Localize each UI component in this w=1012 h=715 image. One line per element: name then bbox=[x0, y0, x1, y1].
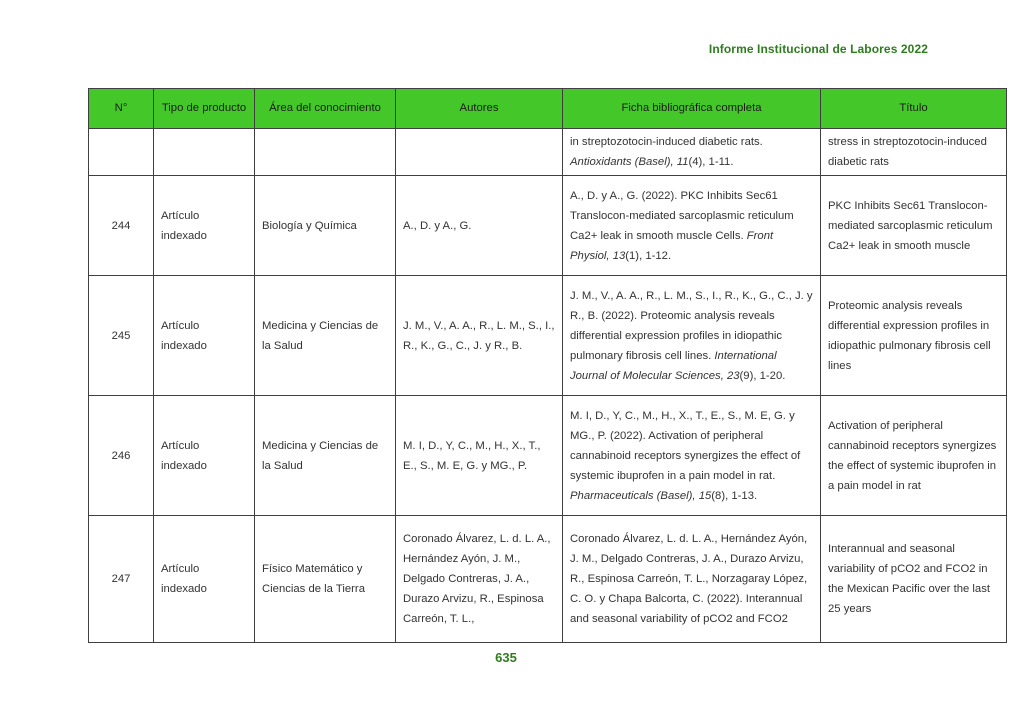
cell-tipo: Artículo indexado bbox=[154, 276, 255, 396]
cell-titulo: Interannual and seasonal variability of pCO2 and FCO2 in the Mexican Pacific over the last 25 years bbox=[821, 516, 1007, 643]
report-title: Informe Institucional de Labores 2022 bbox=[708, 42, 928, 56]
citation-italic-segment: Pharmaceuticals (Basel), 15 bbox=[570, 489, 712, 502]
cell-tipo: Artículo indexado bbox=[154, 396, 255, 516]
table-row bbox=[89, 129, 1007, 176]
page-number: 635 bbox=[495, 650, 517, 665]
column-header-tipo: Tipo de producto bbox=[154, 89, 255, 129]
cell-area bbox=[255, 129, 396, 176]
citation-text-segment: (9), 1-20. bbox=[739, 369, 786, 382]
cell-num: 247 bbox=[89, 516, 154, 643]
table-row bbox=[89, 276, 1007, 396]
citation-text-segment: (8), 1-13. bbox=[711, 489, 758, 502]
citation-text-segment: J. M., V., A. A., R., L. M., S., I., R., K., G., C., J. y R., B. (2022). Proteomic analysis reveals differential expression profiles in idiopathic pulmonary fibrosis cell lines. bbox=[570, 289, 813, 362]
cell-num: 246 bbox=[89, 396, 154, 516]
cell-autores: Coronado Álvarez, L. d. L. A., Hernández Ayón, J. M., Delgado Contreras, J. A., Durazo Arvizu, R., Espinosa Carreón, T. L., bbox=[396, 516, 563, 643]
table-body bbox=[89, 129, 1007, 643]
table-row bbox=[89, 176, 1007, 276]
citation-italic-segment: Front Physiol, 13 bbox=[570, 229, 774, 262]
cell-titulo: Activation of peripheral cannabinoid receptors synergizes the effect of systemic ibuprofen in a pain model in rat bbox=[821, 396, 1007, 516]
cell-titulo: PKC Inhibits Sec61 Translocon-mediated sarcoplasmic reticulum Ca2+ leak in smooth muscle bbox=[821, 176, 1007, 276]
table-row bbox=[89, 516, 1007, 643]
cell-num: 245 bbox=[89, 276, 154, 396]
table-header bbox=[89, 89, 1007, 129]
citation-text-segment: M. I, D., Y, C., M., H., X., T., E., S., M. E, G. y MG., P. (2022). Activation of peripheral cannabinoid receptors synergizes the effect of systemic ibuprofen in a pain model in rat. bbox=[570, 409, 801, 482]
cell-num: 244 bbox=[89, 176, 154, 276]
citation-text-segment: (4), 1-11. bbox=[688, 156, 734, 168]
column-header-autores: Autores bbox=[396, 89, 563, 129]
citation-text-segment: in streptozotocin-induced diabetic rats. bbox=[570, 136, 763, 148]
cell-autores bbox=[396, 129, 563, 176]
column-header-titulo: Título bbox=[821, 89, 1007, 129]
citation-italic-segment: Antioxidants (Basel), 11 bbox=[570, 156, 689, 168]
cell-area: Medicina y Ciencias de la Salud bbox=[255, 396, 396, 516]
cell-tipo: Artículo indexado bbox=[154, 176, 255, 276]
column-header-area: Área del conocimiento bbox=[255, 89, 396, 129]
column-header-num: N° bbox=[89, 89, 154, 129]
cell-ficha bbox=[563, 276, 821, 396]
cell-area: Físico Matemático y Ciencias de la Tierra bbox=[255, 516, 396, 643]
citation-text-segment: A., D. y A., G. (2022). PKC Inhibits Sec61 Translocon-mediated sarcoplasmic reticulum Ca2+ leak in smooth muscle Cells. bbox=[570, 189, 794, 242]
cell-area: Medicina y Ciencias de la Salud bbox=[255, 276, 396, 396]
cell-autores: M. I, D., Y, C., M., H., X., T., E., S., M. E, G. y MG., P. bbox=[396, 396, 563, 516]
cell-ficha bbox=[563, 396, 821, 516]
column-header-ficha: Ficha bibliográfica completa bbox=[563, 89, 821, 129]
cell-ficha bbox=[563, 176, 821, 276]
citation-text-segment: Coronado Álvarez, L. d. L. A., Hernández Ayón, J. M., Delgado Contreras, J. A., Durazo Arvizu, R., Espinosa Carreón, T. L., Norzagaray López, C. O. y Chapa Balcorta, C. (2022). Interannual and seasonal variability of pCO2 and FCO2 bbox=[570, 533, 808, 625]
publications-table bbox=[88, 88, 1007, 643]
cell-titulo: stress in streptozotocin-induced diabetic rats bbox=[821, 129, 1007, 176]
cell-tipo bbox=[154, 129, 255, 176]
cell-tipo: Artículo indexado bbox=[154, 516, 255, 643]
cell-num bbox=[89, 129, 154, 176]
cell-autores: J. M., V., A. A., R., L. M., S., I., R., K., G., C., J. y R., B. bbox=[396, 276, 563, 396]
citation-italic-segment: International Journal of Molecular Sciences, 23 bbox=[570, 349, 777, 382]
cell-ficha bbox=[563, 516, 821, 643]
cell-ficha bbox=[563, 129, 821, 176]
citation-text-segment: (1), 1-12. bbox=[625, 249, 672, 262]
cell-area: Biología y Química bbox=[255, 176, 396, 276]
table-header-row bbox=[89, 89, 1007, 129]
cell-titulo: Proteomic analysis reveals differential expression profiles in idiopathic pulmonary fibrosis cell lines bbox=[821, 276, 1007, 396]
cell-autores: A., D. y A., G. bbox=[396, 176, 563, 276]
table-row bbox=[89, 396, 1007, 516]
